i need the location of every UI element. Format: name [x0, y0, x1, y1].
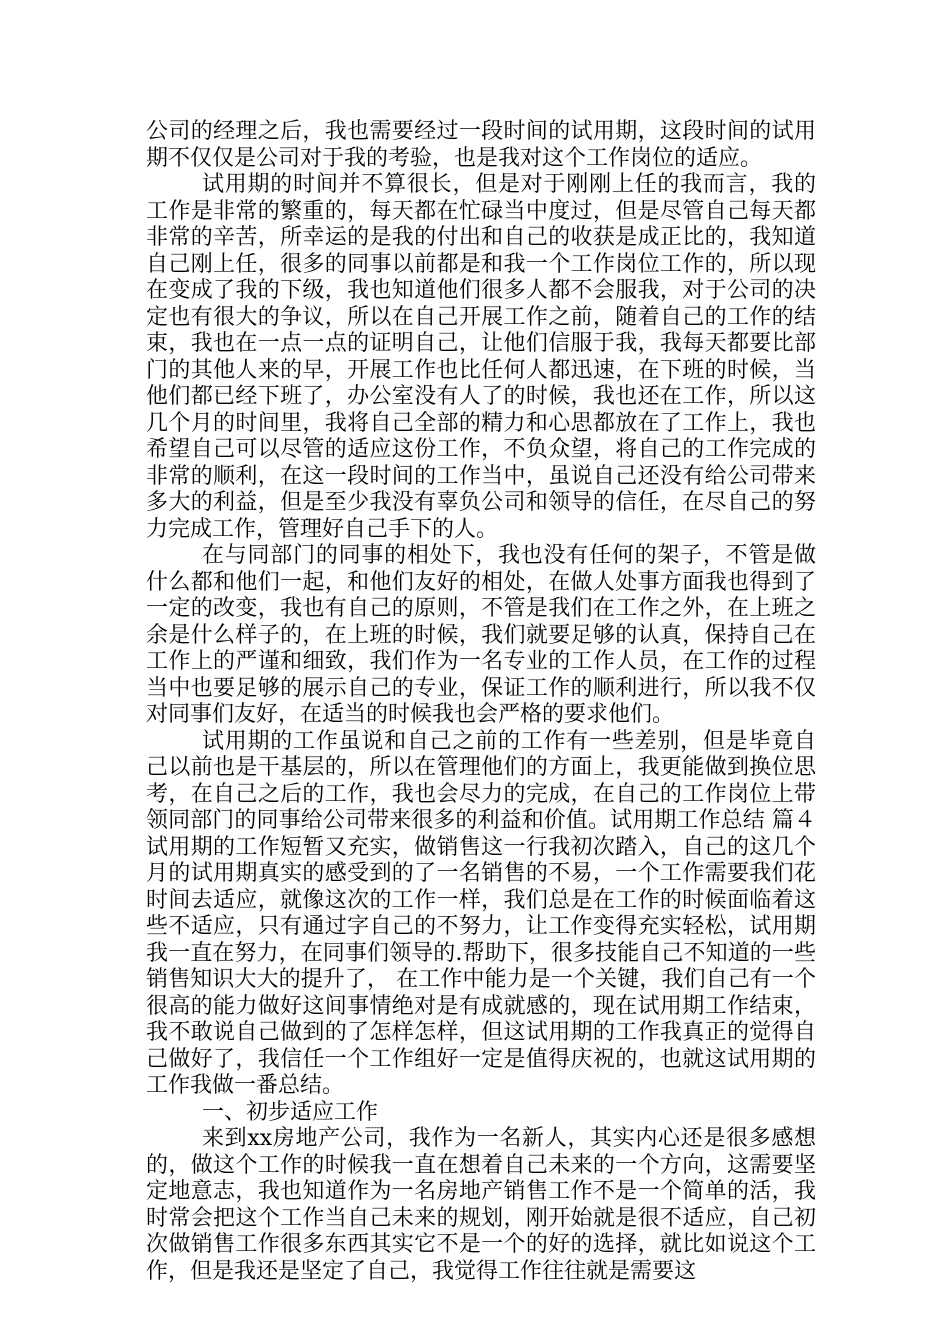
paragraph-3: 在与同部门的同事的相处下，我也没有任何的架子，不管是做什么都和他们一起，和他们友好的相处，在做人处事方面我也得到了一定的改变，我也有自己的原则，不管是我们在工作之外，在上班之余是什么样子的，在上班的时候，我们就要足够的认真，保持自己在工作上的严谨和细致，我们作为一名专业的工作人员，在工作的过程当中也要足够的展示自己的专业，保证工作的顺利进行，所以我不仅对同事们友好，在适当的时候我也会严格的要求他们。 — [146, 543, 816, 727]
document-body — [146, 119, 816, 1285]
paragraph-1: 公司的经理之后，我也需要经过一段时间的试用期，这段时间的试用期不仅仅是公司对于我的考验，也是我对这个工作岗位的适应。 — [146, 119, 816, 171]
section-heading: 一、初步适应工作 — [202, 1099, 379, 1125]
paragraph-4: 试用期的工作虽说和自己之前的工作有一些差别，但是毕竟自己以前也是干基层的，所以在管理他们的方面上，我更能做到换位思考，在自己之后的工作，我也会尽力的完成，在自己的工作岗位上带领同部门的同事给公司带来很多的利益和价值。试用期工作总结 篇４试用期的工作短暂又充实，做销售这一行我初次踏入，自己的这几个月的试用期真实的感受到的了一名销售的不易，一个工作需要我们花时间去适应，就像这次的工作一样，我们总是在工作的时候面临着这些不适应，只有通过字自己的不努力，让工作变得充实轻松，试用期我一直在努力，在同事们领导的.帮助下，很多技能自己不知道的一些销售知识大大的提升了， 在工作中能力是一个关键，我们自己有一个很高的能力做好这间事情绝对是有成就感的，现在试用期工作结束，我不敢说自己做到的了怎样怎样，但这试用期的工作我真正的觉得自己做好了，我信任一个工作组好一定是值得庆祝的，也就这试用期的工作我做一番总结。 — [146, 728, 816, 1098]
paragraph-2: 试用期的时间并不算很长，但是对于刚刚上任的我而言，我的工作是非常的繁重的，每天都在忙碌当中度过，但是尽管自己每天都非常的辛苦，所幸运的是我的付出和自己的收获是成正比的，我知道自己刚上任，很多的同事以前都是和我一个工作岗位工作的，所以现在变成了我的下级，我也知道他们很多人都不会服我，对于公司的决定也有很大的争议，所以在自己开展工作之前，随着自己的工作的结束，我也在一点一点的证明自己，让他们信服于我，我每天都要比部门的其他人来的早，开展工作也比任何人都迅速，在下班的时候，当他们都已经下班了，办公室没有人了的时候，我也还在工作，所以这几个月的时间里，我将自己全部的精力和心思都放在了工作上，我也希望自己可以尽管的适应这份工作，不负众望，将自己的工作完成的非常的顺利，在这一段时间的工作当中，虽说自己还没有给公司带来多大的利益，但是至少我没有辜负公司和领导的信任，在尽自己的努力完成工作，管理好自己手下的人。 — [146, 172, 816, 542]
paragraph-5: 来到xx房地产公司，我作为一名新人，其实内心还是很多感想的，做这个工作的时候我一直在想着自己未来的一个方向，这需要坚定地意志，我也知道作为一名房地产销售工作不是一个简单的活，我时常会把这个工作当自己未来的规划，刚开始就是很不适应，自己初次做销售工作很多东西其实它不是一个的好的选择，就比如说这个工作，但是我还是坚定了自己，我觉得工作往往就是需要这 — [146, 1126, 816, 1284]
